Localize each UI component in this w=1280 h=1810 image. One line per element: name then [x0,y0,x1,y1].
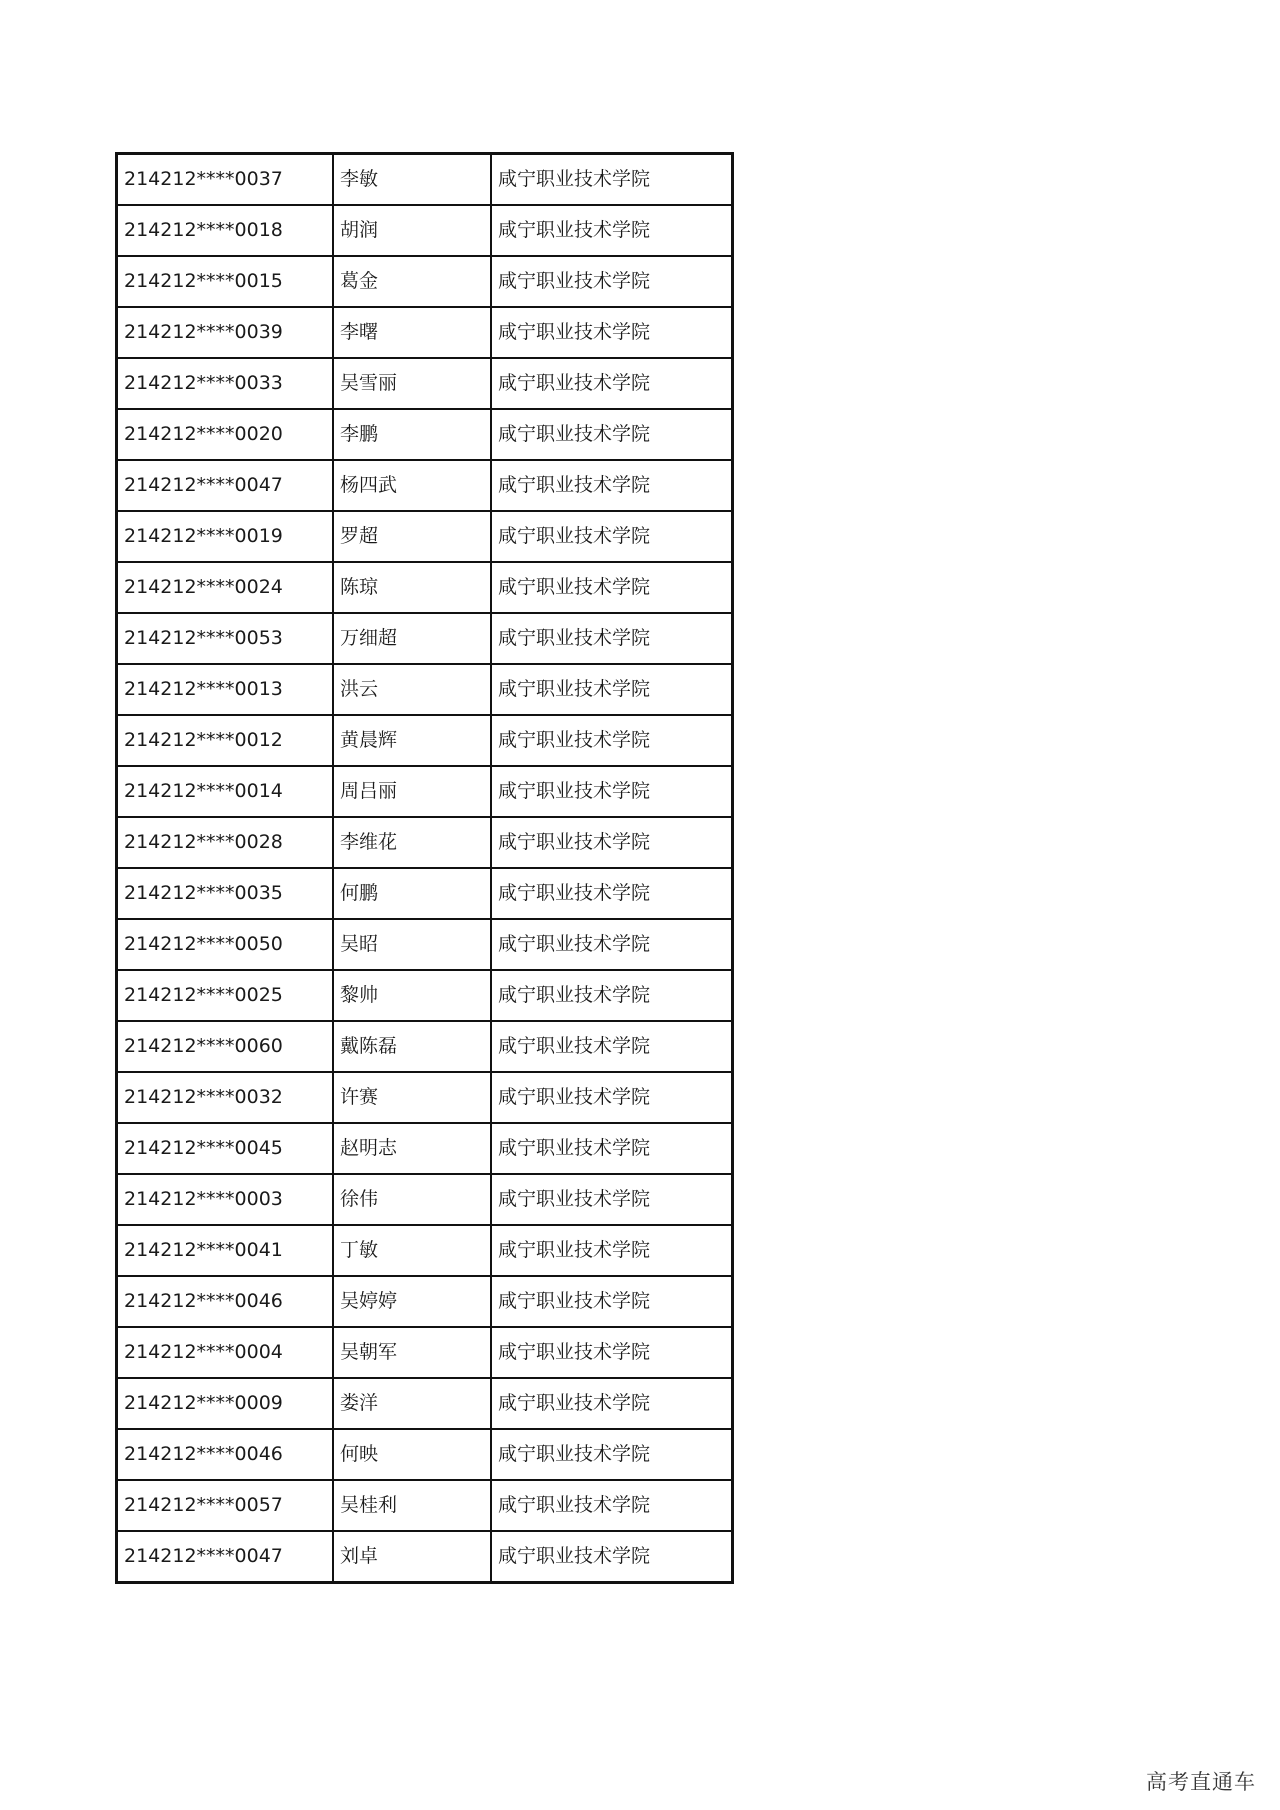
id-cell: 214212****0033 [117,358,334,409]
table-row [117,1327,733,1378]
school-cell: 咸宁职业技术学院 [491,1531,733,1583]
school-cell: 咸宁职业技术学院 [491,409,733,460]
id-cell: 214212****0037 [117,154,334,206]
id-cell: 214212****0015 [117,256,334,307]
id-cell: 214212****0013 [117,664,334,715]
table-row [117,766,733,817]
id-cell: 214212****0018 [117,205,334,256]
school-cell: 咸宁职业技术学院 [491,868,733,919]
school-cell: 咸宁职业技术学院 [491,511,733,562]
name-cell: 胡润 [333,205,491,256]
id-cell: 214212****0035 [117,868,334,919]
id-cell: 214212****0050 [117,919,334,970]
id-cell: 214212****0025 [117,970,334,1021]
id-cell: 214212****0046 [117,1429,334,1480]
id-cell: 214212****0045 [117,1123,334,1174]
name-cell: 丁敏 [333,1225,491,1276]
table-row [117,1174,733,1225]
table-row [117,1531,733,1583]
table-row [117,205,733,256]
table-row [117,970,733,1021]
id-cell: 214212****0053 [117,613,334,664]
id-cell: 214212****0004 [117,1327,334,1378]
school-cell: 咸宁职业技术学院 [491,766,733,817]
table-row [117,715,733,766]
name-cell: 黄晨辉 [333,715,491,766]
table-row [117,1123,733,1174]
school-cell: 咸宁职业技术学院 [491,1276,733,1327]
school-cell: 咸宁职业技术学院 [491,460,733,511]
table-row [117,1429,733,1480]
name-cell: 杨四武 [333,460,491,511]
school-cell: 咸宁职业技术学院 [491,1021,733,1072]
school-cell: 咸宁职业技术学院 [491,613,733,664]
name-cell: 吴朝军 [333,1327,491,1378]
school-cell: 咸宁职业技术学院 [491,154,733,206]
name-cell: 刘卓 [333,1531,491,1583]
name-cell: 娄洋 [333,1378,491,1429]
school-cell: 咸宁职业技术学院 [491,1327,733,1378]
name-cell: 黎帅 [333,970,491,1021]
table-row [117,460,733,511]
name-cell: 吴昭 [333,919,491,970]
table-row [117,1378,733,1429]
table-row [117,562,733,613]
school-cell: 咸宁职业技术学院 [491,1429,733,1480]
name-cell: 李敏 [333,154,491,206]
id-cell: 214212****0046 [117,1276,334,1327]
school-cell: 咸宁职业技术学院 [491,1480,733,1531]
name-cell: 李维花 [333,817,491,868]
school-cell: 咸宁职业技术学院 [491,256,733,307]
school-cell: 咸宁职业技术学院 [491,205,733,256]
name-cell: 吴雪丽 [333,358,491,409]
table-row [117,511,733,562]
school-cell: 咸宁职业技术学院 [491,1378,733,1429]
admission-table [115,152,734,1584]
school-cell: 咸宁职业技术学院 [491,970,733,1021]
id-cell: 214212****0060 [117,1021,334,1072]
watermark-text: 高考直通车 [1146,1770,1256,1794]
table-row [117,919,733,970]
table-row [117,307,733,358]
name-cell: 徐伟 [333,1174,491,1225]
school-cell: 咸宁职业技术学院 [491,1174,733,1225]
id-cell: 214212****0014 [117,766,334,817]
name-cell: 洪云 [333,664,491,715]
name-cell: 陈琼 [333,562,491,613]
name-cell: 罗超 [333,511,491,562]
table-row [117,1021,733,1072]
name-cell: 赵明志 [333,1123,491,1174]
id-cell: 214212****0041 [117,1225,334,1276]
table-row [117,1072,733,1123]
table-row [117,817,733,868]
table-body [117,154,733,1583]
name-cell: 何映 [333,1429,491,1480]
name-cell: 许赛 [333,1072,491,1123]
school-cell: 咸宁职业技术学院 [491,664,733,715]
id-cell: 214212****0019 [117,511,334,562]
id-cell: 214212****0047 [117,460,334,511]
table-row [117,868,733,919]
id-cell: 214212****0028 [117,817,334,868]
id-cell: 214212****0009 [117,1378,334,1429]
name-cell: 李鹏 [333,409,491,460]
school-cell: 咸宁职业技术学院 [491,919,733,970]
id-cell: 214212****0039 [117,307,334,358]
table-row [117,409,733,460]
id-cell: 214212****0047 [117,1531,334,1583]
table-row [117,1480,733,1531]
school-cell: 咸宁职业技术学院 [491,1225,733,1276]
school-cell: 咸宁职业技术学院 [491,562,733,613]
table-row [117,1276,733,1327]
school-cell: 咸宁职业技术学院 [491,1072,733,1123]
id-cell: 214212****0020 [117,409,334,460]
school-cell: 咸宁职业技术学院 [491,358,733,409]
name-cell: 何鹏 [333,868,491,919]
table-row [117,664,733,715]
table-row [117,256,733,307]
school-cell: 咸宁职业技术学院 [491,307,733,358]
name-cell: 葛金 [333,256,491,307]
id-cell: 214212****0057 [117,1480,334,1531]
name-cell: 万细超 [333,613,491,664]
table-row [117,613,733,664]
name-cell: 李曙 [333,307,491,358]
table-row [117,1225,733,1276]
table-row [117,154,733,206]
id-cell: 214212****0024 [117,562,334,613]
school-cell: 咸宁职业技术学院 [491,1123,733,1174]
table-row [117,358,733,409]
name-cell: 吴桂利 [333,1480,491,1531]
name-cell: 吴婷婷 [333,1276,491,1327]
id-cell: 214212****0003 [117,1174,334,1225]
name-cell: 周吕丽 [333,766,491,817]
school-cell: 咸宁职业技术学院 [491,817,733,868]
id-cell: 214212****0012 [117,715,334,766]
name-cell: 戴陈磊 [333,1021,491,1072]
school-cell: 咸宁职业技术学院 [491,715,733,766]
id-cell: 214212****0032 [117,1072,334,1123]
